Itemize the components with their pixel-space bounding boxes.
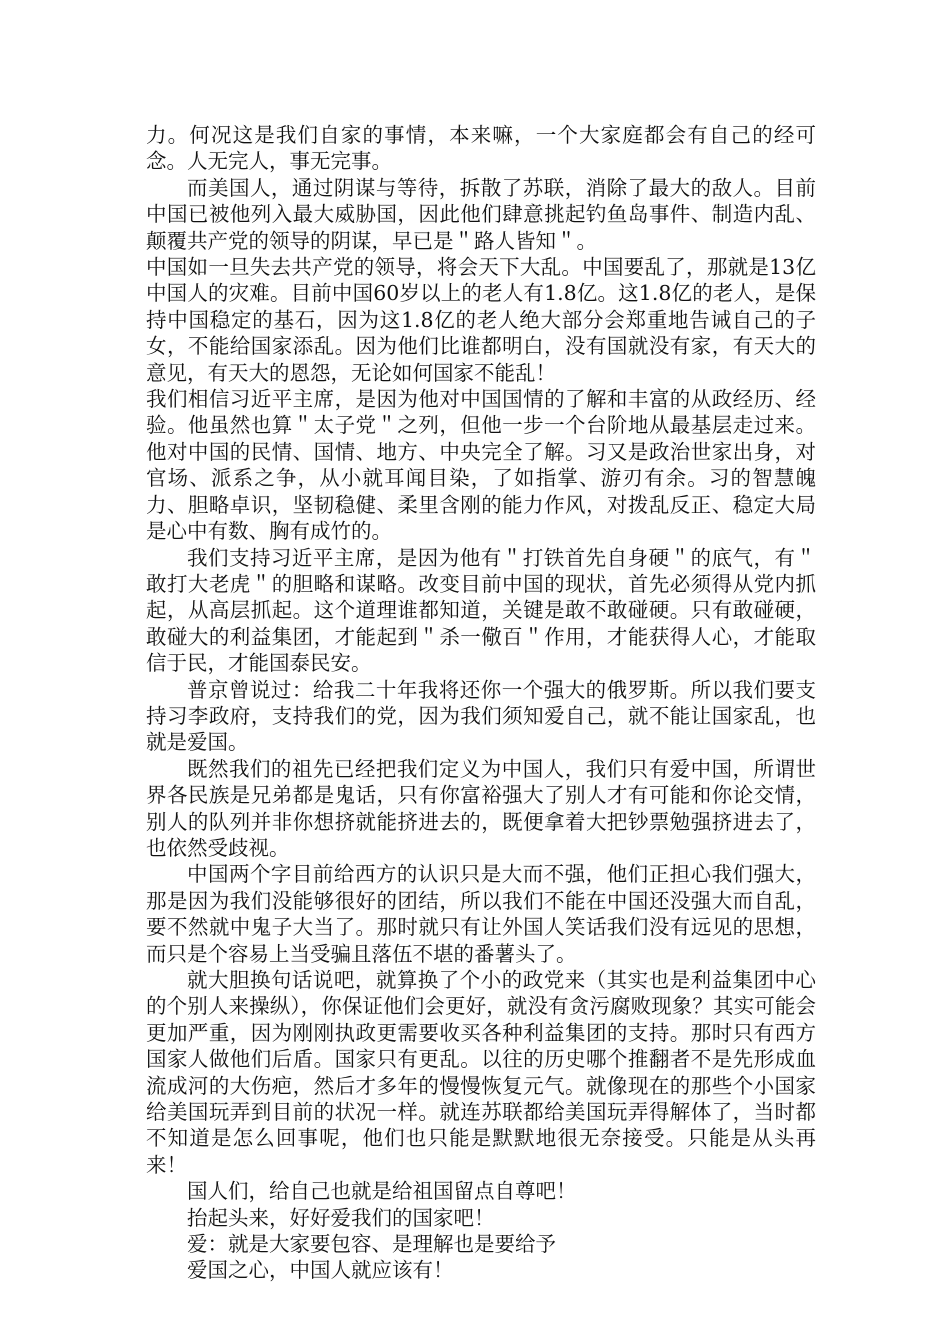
- paragraph-4: 我们相信习近平主席，是因为他对中国国情的了解和丰富的从政经历、经验。他虽然也算＂太子党＂之列，但他一步一个台阶地从最基层走过来。他对中国的民情、国情、地方、中央完全了解。习又是政治世家出身，对官场、派系之争，从小就耳闻目染，了如指掌、游刃有余。习的智慧魄力、胆略卓识，坚韧稳健、柔里含刚的能力作风，对拨乱反正、稳定大局是心中有数、胸有成竹的。: [146, 387, 816, 544]
- paragraph-5: 我们支持习近平主席，是因为他有＂打铁首先自身硬＂的底气，有＂敢打大老虎＂的胆略和谋略。改变目前中国的现状，首先必须得从党内抓起，从高层抓起。这个道理谁都知道，关键是敢不敢碰硬。只有敢碰硬，敢碰大的利益集团，才能起到＂杀一儆百＂作用，才能获得人心，才能取信于民，才能国泰民安。: [146, 545, 816, 676]
- paragraph-9: 就大胆换句话说吧，就算换了个小的政党来（其实也是利益集团中心的个别人来操纵），你保证他们会更好，就没有贪污腐败现象？其实可能会更加严重，因为刚刚执政更需要收买各种利益集团的支持。那时只有西方国家人做他们后盾。国家只有更乱。以往的历史哪个推翻者不是先形成血流成河的大伤疤，然后才多年的慢慢恢复元气。就像现在的那些个小国家给美国玩弄到目前的状况一样。就连苏联都给美国玩弄得解体了，当时都不知道是怎么回事呢，他们也只能是默默地很无奈接受。只能是从头再来！: [146, 968, 816, 1177]
- paragraph-10: 国人们，给自己也就是给祖国留点自尊吧！: [187, 1179, 577, 1204]
- paragraph-2: 而美国人，通过阴谋与等待，拆散了苏联，消除了最大的敌人。目前中国已被他列入最大威胁国，因此他们肆意挑起钓鱼岛事件、制造内乱、颠覆共产党的领导的阴谋，早已是＂路人皆知＂。: [146, 175, 816, 253]
- paragraph-6: 普京曾说过：给我二十年我将还你一个强大的俄罗斯。所以我们要支持习李政府，支持我们的党，因为我们须知爱自己，就不能让国家乱，也就是爱国。: [146, 677, 816, 755]
- paragraph-1: 力。何况这是我们自家的事情，本来嘛，一个大家庭都会有自己的经可念。人无完人，事无完事。: [146, 123, 816, 174]
- document-page: [146, 122, 816, 1284]
- paragraph-7: 既然我们的祖先已经把我们定义为中国人，我们只有爱中国，所谓世界各民族是兄弟都是鬼话，只有你富裕强大了别人才有可能和你论交情，别人的队列并非你想挤就能挤进去的，既便拿着大把钞票勉强挤进去了，也依然受歧视。: [146, 756, 816, 860]
- paragraph-3: 中国如一旦失去共产党的领导，将会天下大乱。中国要乱了，那就是13亿中国人的灾难。目前中国60岁以上的老人有1.8亿。这1.8亿的老人，是保持中国稳定的基石，因为这1.8亿的老人绝大部分会郑重地告诫自己的子女，不能给国家添乱。因为他们比谁都明白，没有国就没有家，有天大的意见，有天大的恩怨，无论如何国家不能乱！: [146, 255, 816, 385]
- paragraph-12: 爱：就是大家要包容、是理解也是要给予: [187, 1232, 556, 1257]
- paragraph-8: 中国两个字目前给西方的认识只是大而不强，他们正担心我们强大，那是因为我们没能够很好的团结，所以我们不能在中国还没强大而自乱，要不然就中鬼子大当了。那时就只有让外国人笑话我们没有远见的思想，而只是个容易上当受骗且落伍不堪的番薯头了。: [146, 862, 816, 966]
- paragraph-11: 抬起头来，好好爱我们的国家吧！: [187, 1205, 495, 1230]
- paragraph-13: 爱国之心，中国人就应该有！: [187, 1258, 454, 1283]
